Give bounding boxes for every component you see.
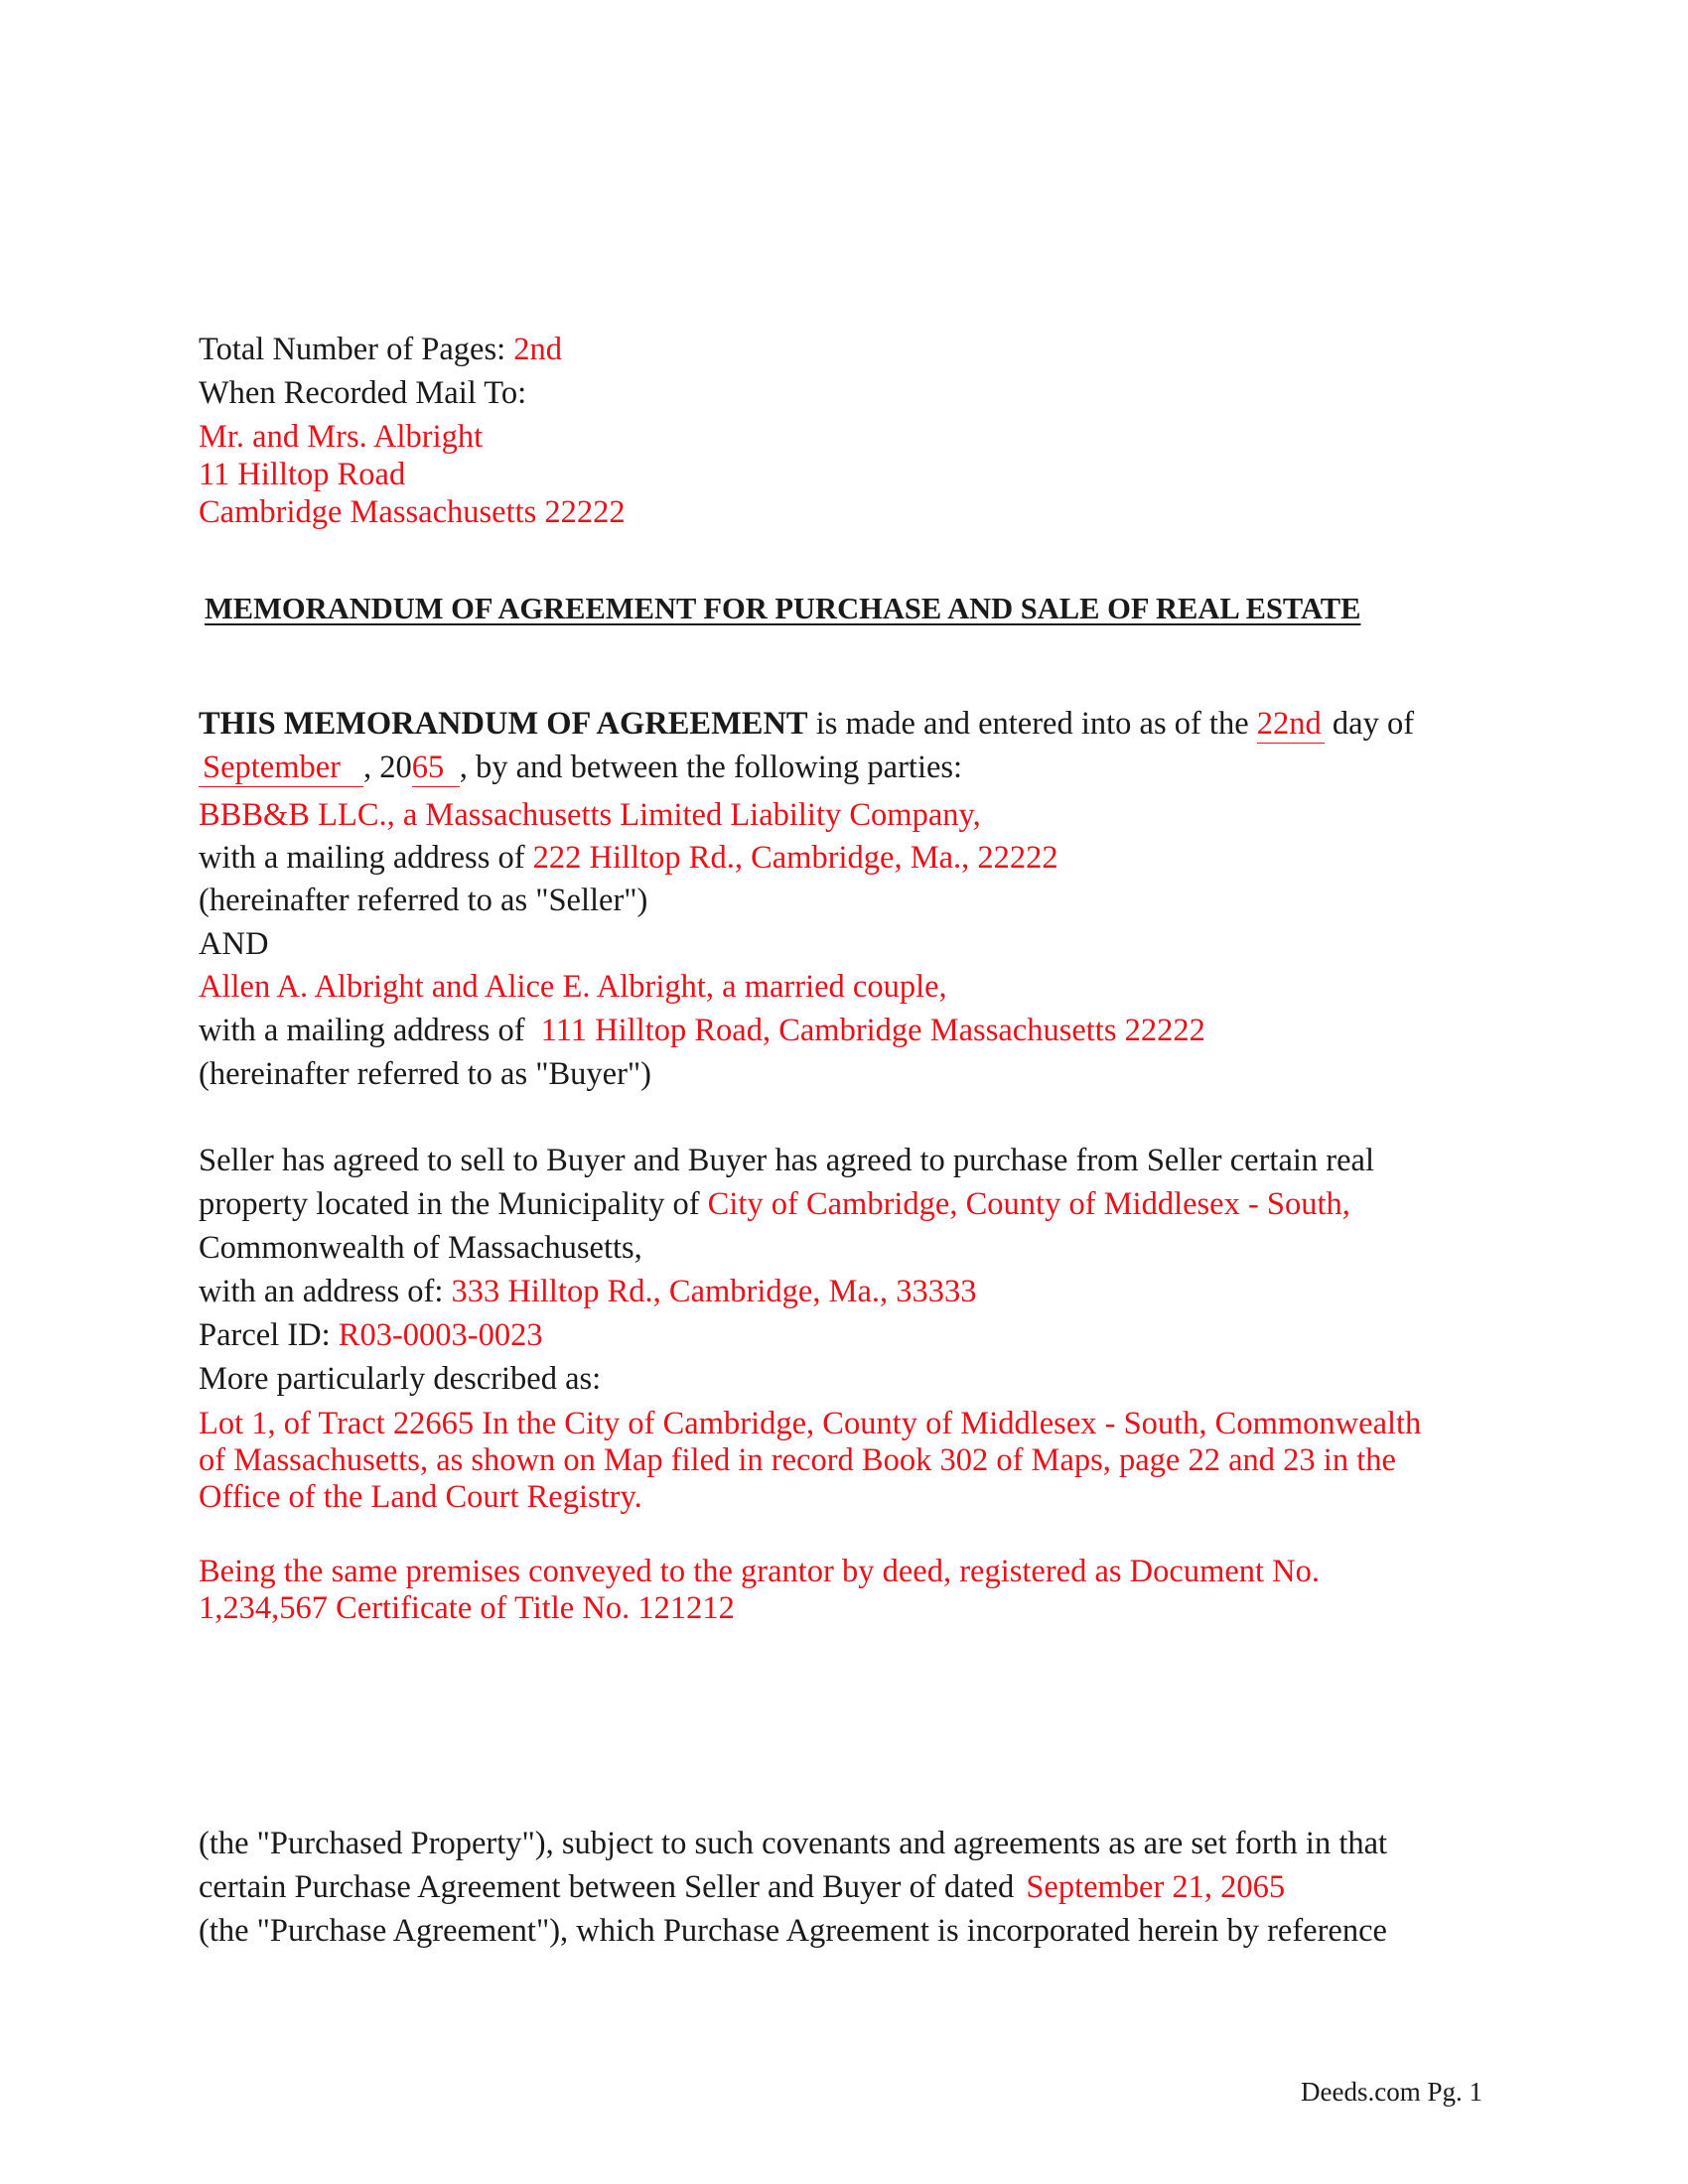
property-line-1: Seller has agreed to sell to Buyer and Buyer has agreed to purchase from Seller certain real [199,1143,1374,1178]
intro-line-2 [199,751,962,787]
buyer-address-label: with a mailing address of [199,1013,533,1048]
property-line-2 [199,1188,1350,1221]
legal-description-2: of Massachusetts, as shown on Map filed in record Book 302 of Maps, page 22 and 23 in the [199,1442,1396,1478]
intro-year-suffix: , by and between the following parties: [459,750,963,785]
mail-street: 11 Hilltop Road [199,457,406,492]
purchase-date: September 21, 2065 [1026,1869,1286,1905]
intro-year-prefix: , 20 [363,750,412,785]
agreement-month: September [199,751,363,787]
intro-day-suffix: day of [1324,706,1415,742]
mail-to-label: When Recorded Mail To: [199,375,527,411]
total-pages-line [199,334,562,366]
and-text: AND [199,926,269,962]
legal-description-1: Lot 1, of Tract 22665 In the City of Cambridge, County of Middlesex - South, Commonwealth [199,1406,1422,1441]
seller-name: BBB&B LLC., a Massachusetts Limited Liability Company, [199,797,981,833]
purchase-line-1: (the "Purchased Property"), subject to such covenants and agreements as are set forth in that [199,1826,1388,1861]
purchase-line-3: (the "Purchase Agreement"), which Purchase Agreement is incorporated herein by reference [199,1913,1387,1949]
purchase-date-label: certain Purchase Agreement between Seller and Buyer of dated [199,1869,1023,1905]
total-pages-value: 2nd [513,332,562,367]
parcel-label: Parcel ID: [199,1317,339,1353]
municipality: City of Cambridge, County of Middlesex - South, [707,1186,1350,1222]
seller-address-label: with a mailing address of [199,840,533,876]
intro-lead-text: is made and entered into as of the [807,706,1257,742]
buyer-address-line [199,1015,1205,1047]
being-clause-2: 1,234,567 Certificate of Title No. 121212 [199,1590,735,1626]
agreement-day: 22nd [1257,708,1325,744]
page-footer: Deeds.com Pg. 1 [1301,2077,1482,2107]
legal-description-3: Office of the Land Court Registry. [199,1479,642,1515]
total-pages-label: Total Number of Pages: [199,332,506,367]
mail-city: Cambridge Massachusetts 22222 [199,494,626,530]
parcel-id: R03-0003-0023 [338,1317,543,1353]
seller-referred: (hereinafter referred to as "Seller") [199,883,648,918]
intro-line-1 [199,708,1414,744]
municipality-label: property located in the Municipality of [199,1186,708,1222]
property-address-label: with an address of: [199,1274,452,1309]
purchase-line-2 [199,1871,1285,1904]
buyer-name: Allen A. Albright and Alice E. Albright, a married couple, [199,969,947,1005]
buyer-address: 111 Hilltop Road, Cambridge Massachusetts 22222 [540,1013,1205,1048]
being-clause-1: Being the same premises conveyed to the grantor by deed, registered as Document No. [199,1554,1321,1589]
agreement-year: 65 [412,751,460,787]
property-address-line [199,1276,977,1308]
described-label: More particularly described as: [199,1361,602,1397]
property-address: 333 Hilltop Rd., Cambridge, Ma., 33333 [451,1274,977,1309]
intro-lead-bold: THIS MEMORANDUM OF AGREEMENT [199,706,808,742]
property-line-3: Commonwealth of Massachusetts, [199,1230,642,1266]
seller-address-line [199,842,1058,875]
document-title: MEMORANDUM OF AGREEMENT FOR PURCHASE AND SALE OF REAL ESTATE [205,592,1361,625]
mail-name: Mr. and Mrs. Albright [199,419,484,455]
seller-address: 222 Hilltop Rd., Cambridge, Ma., 22222 [532,840,1058,876]
buyer-referred: (hereinafter referred to as "Buyer") [199,1056,651,1092]
parcel-line [199,1319,543,1352]
